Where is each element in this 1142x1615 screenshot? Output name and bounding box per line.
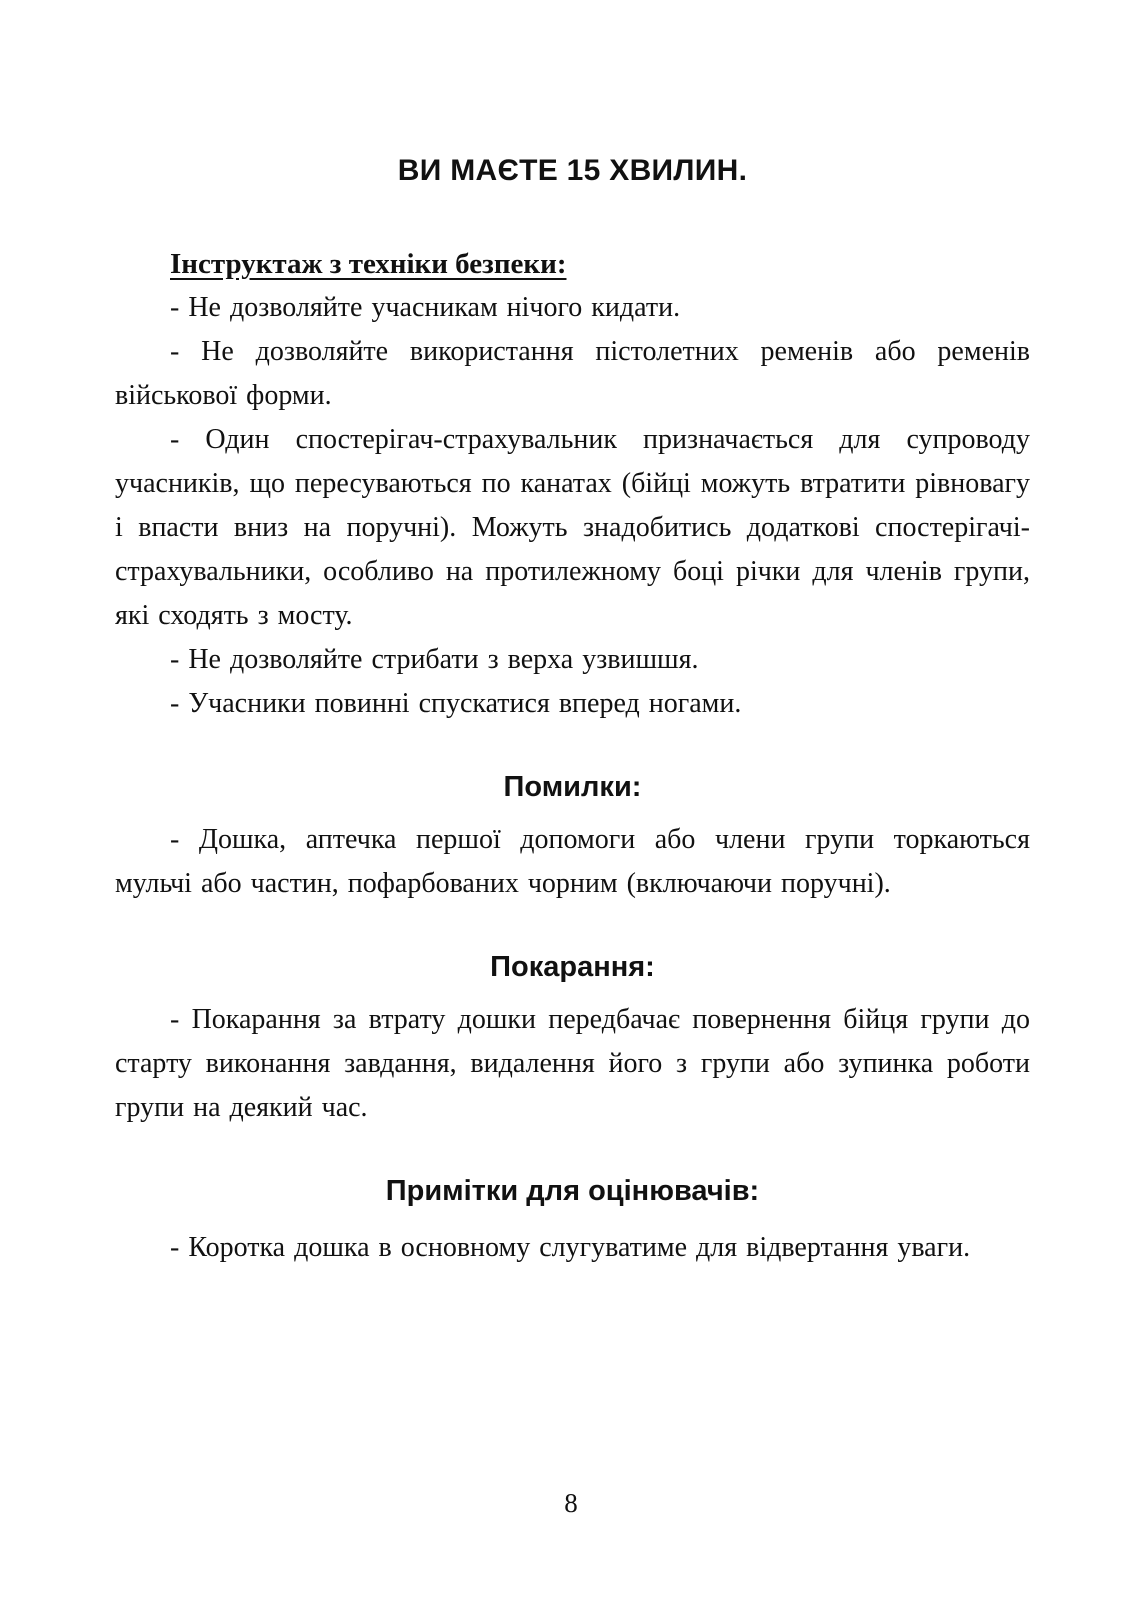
page-title: ВИ МАЄТЕ 15 ХВИЛИН.	[397, 154, 748, 187]
page-number: 8	[564, 1488, 578, 1518]
list-item: - Дошка, аптечка першої допомоги або члени групи торкаються мульчі або частин, пофарбованих чорним (включаючи поручні).	[115, 824, 1030, 899]
list-item: - Не дозволяйте стрибати з верха узвишшя.	[170, 644, 699, 675]
notes-section-heading: Примітки для оцінювачів:	[385, 1175, 760, 1207]
list-item: - Покарання за втрату дошки передбачає повернення бійця групи до старту виконання завдання, видалення його з групи або зупинка роботи групи на деякий час.	[115, 1004, 1030, 1123]
mistakes-section-heading: Помилки:	[503, 771, 642, 803]
list-item: - Один спостерігач-страхувальник призначається для супроводу учасників, що пересуваються по канатах (бійці можуть втратити рівновагу і впасти вниз на поручні). Можуть знадобитись додаткові спостерігачі-страхувальники, особливо на протилежному боці річки для членів групи, які сходять з мосту.	[115, 424, 1030, 631]
list-item: - Не дозволяйте учасникам нічого кидати.	[170, 292, 681, 323]
list-item: - Не дозволяйте використання пістолетних ременів або ременів військової форми.	[115, 336, 1030, 411]
list-item: - Учасники повинні спускатися вперед ногами.	[170, 688, 742, 719]
punishment-section-heading: Покарання:	[490, 951, 655, 983]
safety-section-heading-text: Інструктаж з техніки безпеки:	[170, 248, 567, 280]
list-item: - Коротка дошка в основному слугуватиме для відвертання уваги.	[170, 1232, 971, 1263]
safety-section-heading	[115, 242, 1030, 286]
